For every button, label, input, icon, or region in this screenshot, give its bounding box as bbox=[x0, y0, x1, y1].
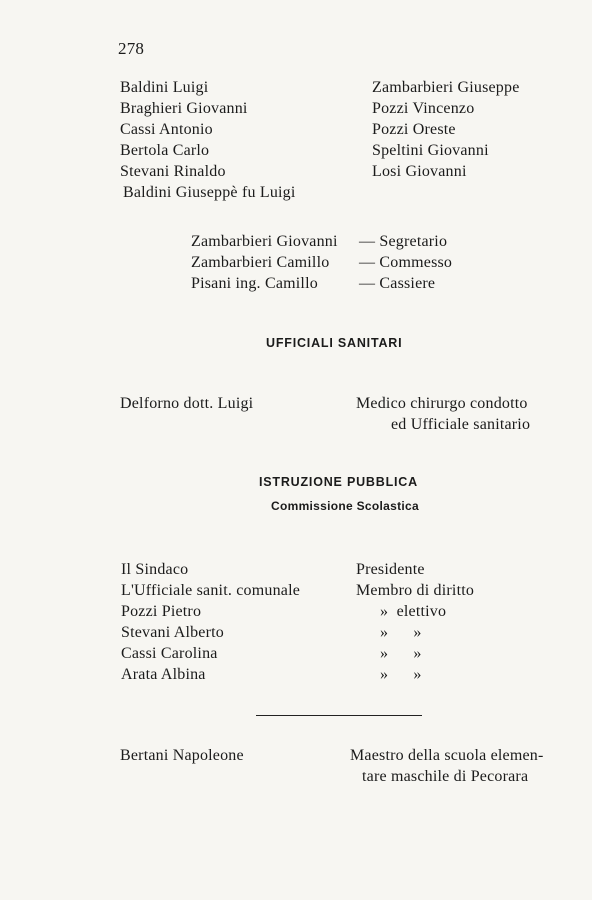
commission-member: Pozzi Pietro bbox=[121, 603, 202, 620]
member-name: Zambarbieri Giuseppe bbox=[372, 79, 520, 96]
member-name: Baldini Luigi bbox=[120, 79, 209, 96]
health-officer-role-cont: ed Ufficiale sanitario bbox=[391, 416, 531, 433]
section-divider bbox=[256, 715, 422, 716]
commission-member: Cassi Carolina bbox=[121, 645, 218, 662]
commission-role: Membro di diritto bbox=[356, 582, 475, 599]
commission-roles bbox=[356, 559, 474, 685]
officer-name: Zambarbieri Camillo bbox=[191, 254, 330, 271]
commission-role: » » bbox=[380, 666, 422, 683]
page-number: 278 bbox=[118, 39, 145, 58]
members-left-column bbox=[120, 77, 296, 203]
commission-member: Il Sindaco bbox=[121, 561, 189, 578]
member-name: Cassi Antonio bbox=[120, 121, 213, 138]
teacher-name: Bertani Napoleone bbox=[120, 747, 244, 764]
section-subheading-commissione: Commissione Scolastica bbox=[271, 499, 419, 513]
teacher-role: Maestro della scuola elemen- bbox=[350, 747, 544, 764]
officer-role: — Commesso bbox=[359, 254, 453, 271]
officer-name: Zambarbieri Giovanni bbox=[191, 233, 338, 250]
member-name: Losi Giovanni bbox=[372, 163, 467, 180]
health-officer-role: Medico chirurgo condotto bbox=[356, 395, 528, 412]
commission-member: Arata Albina bbox=[121, 666, 206, 683]
commission-member: L'Ufficiale sanit. comunale bbox=[121, 582, 301, 599]
commission-role: » elettivo bbox=[380, 603, 447, 620]
commission-role: » » bbox=[380, 645, 422, 662]
commission-names bbox=[121, 559, 300, 685]
health-officer-name: Delforno dott. Luigi bbox=[120, 395, 254, 412]
member-name: Pozzi Vincenzo bbox=[372, 100, 475, 117]
commission-role: Presidente bbox=[356, 561, 425, 578]
members-right-column bbox=[372, 77, 520, 182]
member-name: Baldini Giuseppè fu Luigi bbox=[123, 184, 296, 201]
officer-name: Pisani ing. Camillo bbox=[191, 275, 318, 292]
member-name: Bertola Carlo bbox=[120, 142, 210, 159]
commission-member: Stevani Alberto bbox=[121, 624, 224, 641]
officer-role: — Cassiere bbox=[359, 275, 436, 292]
commission-role: » » bbox=[380, 624, 422, 641]
member-name: Stevani Rinaldo bbox=[120, 163, 226, 180]
officer-role: — Segretario bbox=[359, 233, 448, 250]
teacher-role-cont: tare maschile di Pecorara bbox=[362, 768, 529, 785]
officers-roles bbox=[359, 231, 452, 294]
officers-names bbox=[191, 231, 338, 294]
section-heading-istruzione-pubblica: ISTRUZIONE PUBBLICA bbox=[259, 475, 418, 489]
section-heading-ufficiali-sanitari: UFFICIALI SANITARI bbox=[266, 336, 403, 350]
member-name: Pozzi Oreste bbox=[372, 121, 456, 138]
member-name: Speltini Giovanni bbox=[372, 142, 489, 159]
member-name: Braghieri Giovanni bbox=[120, 100, 248, 117]
